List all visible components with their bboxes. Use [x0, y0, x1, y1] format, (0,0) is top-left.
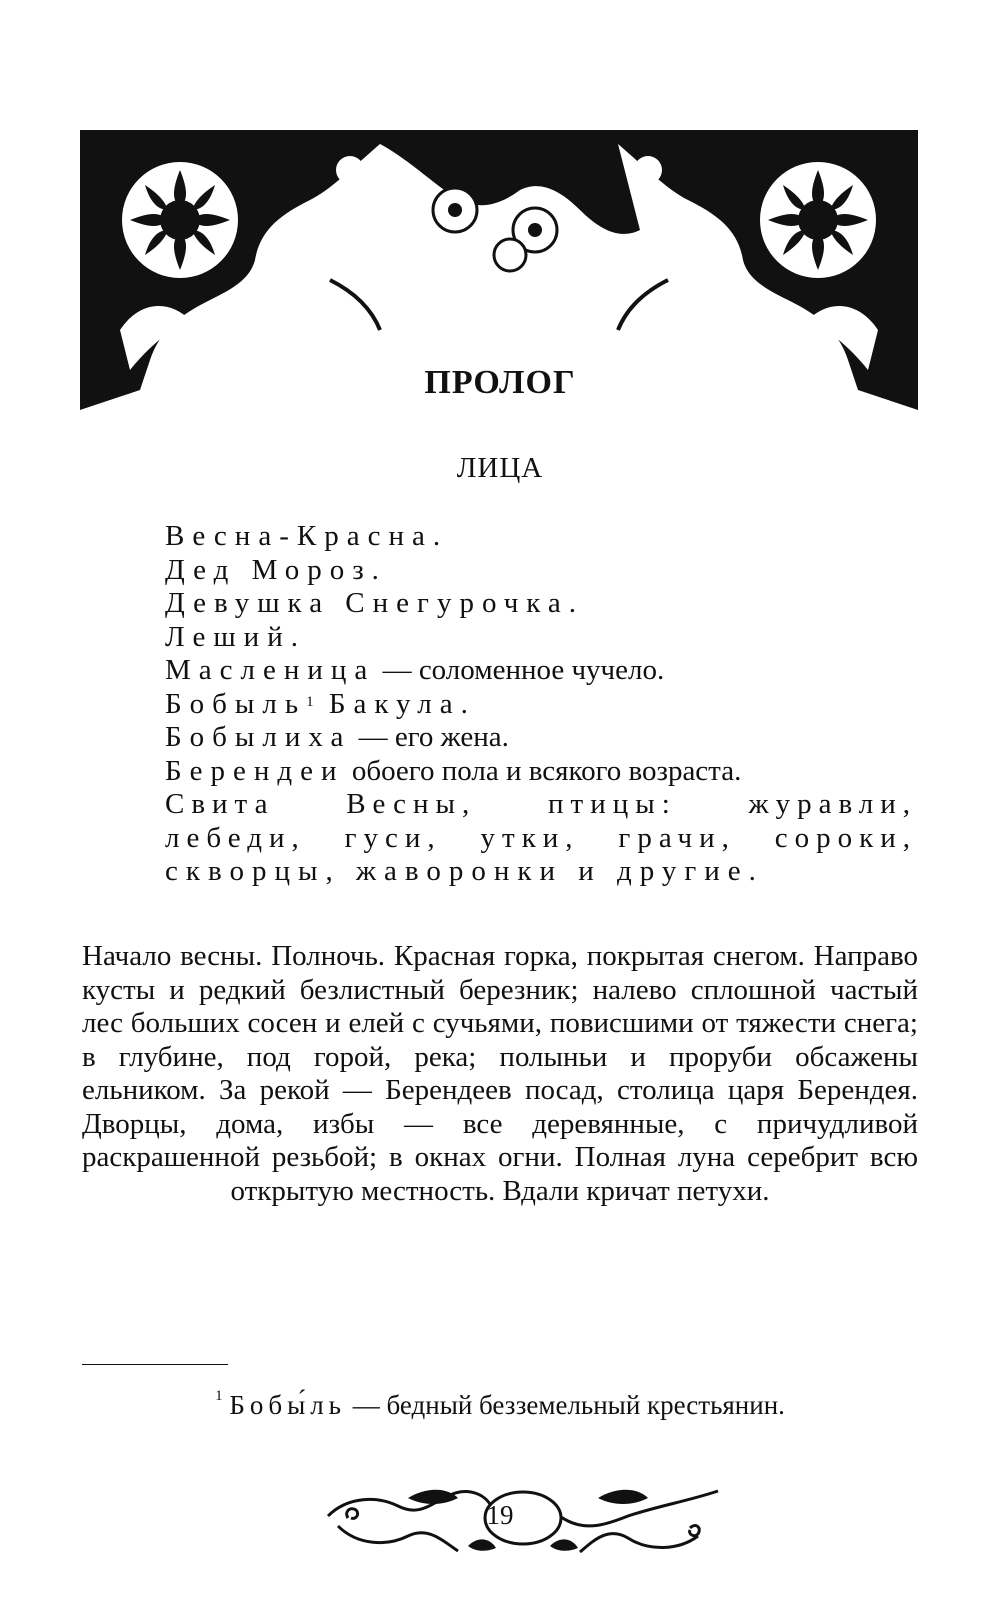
cast-item: Бобыль$^1$ Бакула. [165, 687, 476, 720]
cast-item: Леший. [165, 620, 306, 653]
footnote-term: Бобы́ль [229, 1390, 346, 1420]
cast-item: Берендеи обоего пола и всякого возраста. [165, 754, 742, 787]
stage-direction: Начало весны. Полночь. Красная горка, покрытая снегом. Направо кусты и редкий безлистный березник; налево сплошной частый лес больших сосен и елей с сучьями, повисшими от тяжести снега; в глубине, под горой, река; полыньи и проруби обсажены ельником. За рекой — Берендеев посад, столица царя Берендея. Дворцы, дома, избы — все деревянные, с причудливой раскрашенной резьбой; в окнах огни. Полная луна серебрит всю открытую местность. Вдали кричат петухи. [82, 940, 918, 1207]
footnote-marker: 1 [306, 693, 314, 710]
cast-item: Дед Мороз. [165, 553, 387, 586]
footnote-divider [82, 1364, 228, 1365]
cast-item: Бобылиха — его жена. [165, 721, 509, 753]
page-title: ПРОЛОГ [424, 364, 576, 401]
cast-item: скворцы, жаворонки и другие. [165, 855, 764, 887]
footnote-text: — бедный безземельный крестьянин. [346, 1390, 785, 1420]
cast-item: Свита Весны, птицы: журавли, [165, 788, 917, 820]
cast-item: лебеди, гуси, утки, грачи, сороки, [165, 821, 917, 854]
cast-item: Весна-Красна. [165, 520, 449, 552]
cast-list [165, 520, 917, 889]
cast-item: Масленица — соломенное чучело. [165, 654, 665, 686]
cast-heading: ЛИЦА [456, 452, 544, 484]
cast-item: Девушка Снегурочка. [165, 587, 585, 619]
footnote [0, 1390, 1000, 1421]
footnote-number: 1 [215, 1388, 223, 1404]
page-number: 19 [486, 1500, 514, 1530]
